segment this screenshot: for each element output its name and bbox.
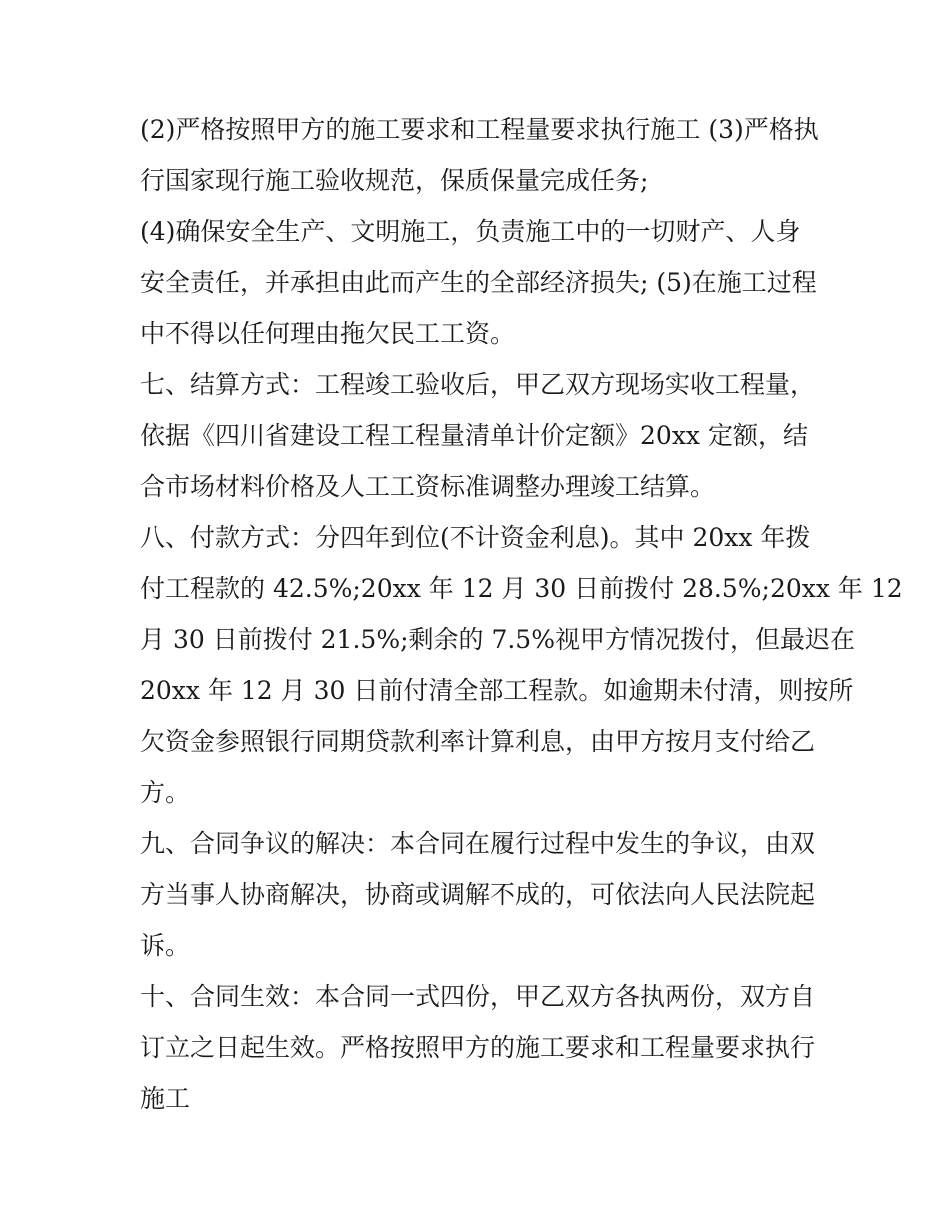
text-line: 依据《四川省建设工程工程量清单计价定额》20xx 定额，结: [140, 421, 808, 450]
text-line: 八、付款方式：分四年到位(不计资金利息)。其中 20xx 年拨: [140, 523, 811, 552]
text-line: 中不得以任何理由拖欠民工工资。: [140, 319, 516, 348]
text-line: 十、合同生效：本合同一式四份，甲乙双方各执两份，双方自: [140, 982, 816, 1011]
text-line: 合市场材料价格及人工工资标准调整办理竣工结算。: [140, 472, 716, 501]
text-line: 安全责任，并承担由此而产生的全部经济损失; (5)在施工过程: [140, 268, 817, 297]
text-line: 七、结算方式：工程竣工验收后，甲乙双方现场实收工程量，: [140, 370, 816, 399]
text-line: 20xx 年 12 月 30 日前付清全部工程款。如逾期未付清，则按所: [140, 676, 854, 705]
text-line: 月 30 日前拨付 21.5%;剩余的 7.5%视甲方情况拨付，但最迟在: [140, 625, 855, 654]
text-line: 订立之日起生效。严格按照甲方的施工要求和工程量要求执行: [140, 1033, 816, 1062]
text-line: 九、合同争议的解决：本合同在履行过程中发生的争议，由双: [140, 829, 816, 858]
text-line: (4)确保安全生产、文明施工，负责施工中的一切财产、人身: [140, 217, 801, 246]
text-line: 诉。: [140, 931, 191, 960]
text-line: 方当事人协商解决，协商或调解不成的，可依法向人民法院起: [140, 880, 816, 909]
text-line: 付工程款的 42.5%;20xx 年 12 月 30 日前拨付 28.5%;20xx 年 12: [140, 574, 903, 603]
text-line: (2)严格按照甲方的施工要求和工程量要求执行施工 (3)严格执: [140, 115, 819, 144]
text-line: 方。: [140, 778, 191, 807]
text-line: 行国家现行施工验收规范，保质保量完成任务;: [140, 166, 649, 195]
document-body: [140, 104, 903, 1124]
text-line: 欠资金参照银行同期贷款利率计算利息，由甲方按月支付给乙: [140, 727, 816, 756]
text-line: 施工: [140, 1084, 191, 1113]
